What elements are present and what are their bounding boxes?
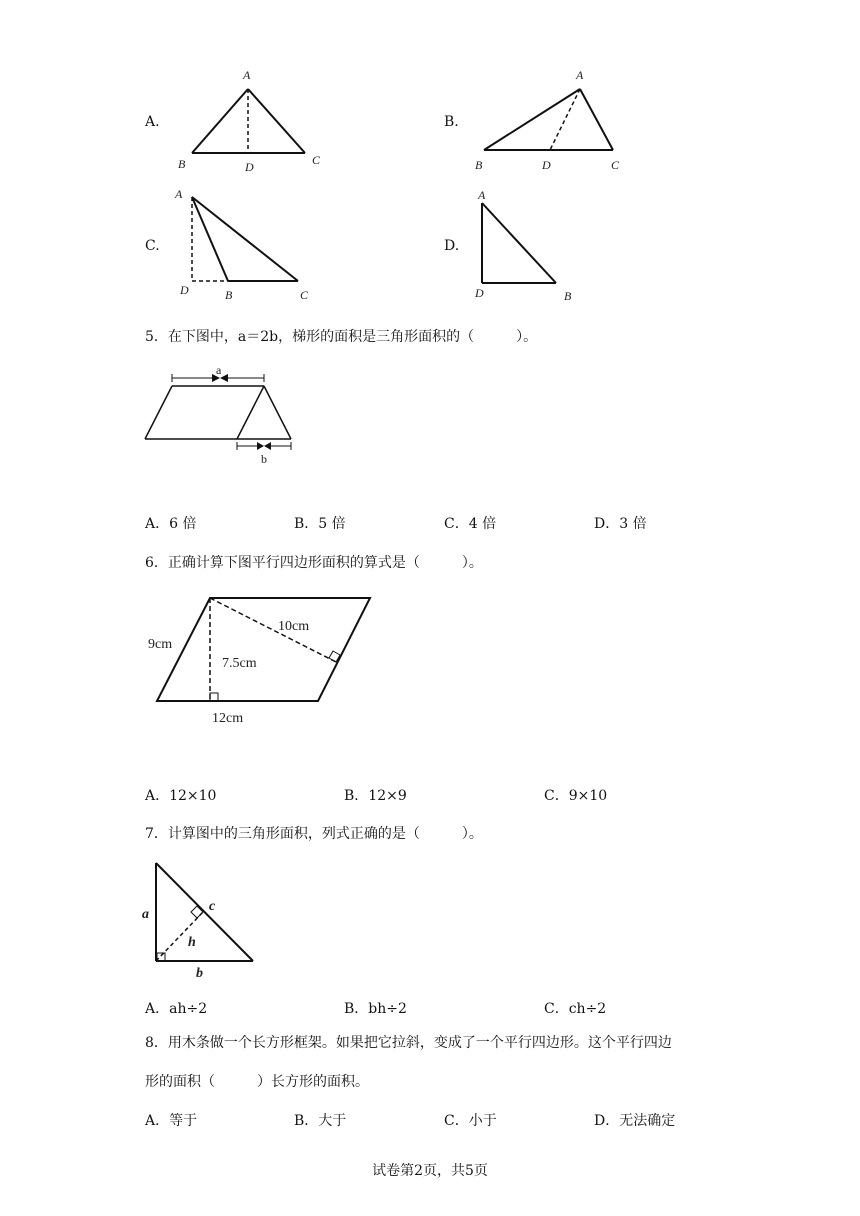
q7-option-b: B．bh÷2 xyxy=(344,1001,407,1017)
q6-question-text: 6．正确计算下图平行四边形面积的算式是（ ）。 xyxy=(145,555,483,571)
q4-option-b-figure xyxy=(470,65,640,180)
side-label-c: c xyxy=(209,899,216,914)
q4-option-a-letter: A. xyxy=(145,114,160,130)
page-footer: 试卷第2页，共5页 xyxy=(372,1163,488,1179)
dimension-label-a: a xyxy=(216,363,222,377)
q6-option-c: C．9×10 xyxy=(544,788,608,804)
q5-option-d: D．3 倍 xyxy=(594,516,647,532)
q8-option-a: A．等于 xyxy=(145,1113,198,1129)
vertex-label: A xyxy=(175,187,183,201)
vertex-label: A xyxy=(243,68,251,82)
q8-option-b: B．大于 xyxy=(294,1113,347,1129)
vertex-label: B xyxy=(564,289,572,303)
vertex-label: D xyxy=(475,286,484,300)
side-label-a: a xyxy=(142,907,149,922)
side-label-b: b xyxy=(196,966,203,981)
vertex-label: C xyxy=(312,153,321,167)
q6-option-a: A．12×10 xyxy=(145,788,217,804)
q4-option-d-figure xyxy=(470,185,590,310)
vertex-label: D xyxy=(245,160,254,174)
diagonal-height-label: 10cm xyxy=(278,619,310,634)
q4-option-c-figure xyxy=(170,185,340,310)
q5-trapezoid-figure xyxy=(140,362,310,472)
vertex-label: C xyxy=(611,158,620,172)
q8-option-d: D．无法确定 xyxy=(594,1113,676,1129)
q8-question-text-line2: 形的面积（ ）长方形的面积。 xyxy=(145,1074,369,1090)
vertex-label: B xyxy=(475,158,483,172)
vertex-label: B xyxy=(178,157,186,171)
q4-option-d-letter: D. xyxy=(444,238,460,254)
q8-option-c: C．小于 xyxy=(444,1113,497,1129)
q5-question-text: 5．在下图中，a＝2b，梯形的面积是三角形面积的（ ）。 xyxy=(145,329,538,345)
vertex-label: C xyxy=(300,288,309,302)
height-label: 7.5cm xyxy=(222,656,257,671)
height-label-h: h xyxy=(188,935,196,950)
vertex-label: A xyxy=(576,68,584,82)
q7-option-a: A．ah÷2 xyxy=(145,1001,208,1017)
vertex-label: D xyxy=(180,283,189,297)
q8-question-text-line1: 8．用木条做一个长方形框架。如果把它拉斜，变成了一个平行四边形。这个平行四边 xyxy=(145,1035,672,1051)
q4-option-b-letter: B. xyxy=(444,114,459,130)
q7-option-c: C．ch÷2 xyxy=(544,1001,607,1017)
q7-right-triangle-figure xyxy=(140,855,270,985)
vertex-label: D xyxy=(542,158,551,172)
q6-parallelogram-figure xyxy=(140,590,380,730)
side-label: 9cm xyxy=(148,637,173,652)
q7-question-text: 7．计算图中的三角形面积，列式正确的是（ ）。 xyxy=(145,826,483,842)
q5-option-c: C．4 倍 xyxy=(444,516,497,532)
dimension-label-b: b xyxy=(261,452,267,466)
q6-option-b: B．12×9 xyxy=(344,788,407,804)
vertex-label: A xyxy=(478,188,486,202)
q5-option-b: B．5 倍 xyxy=(294,516,346,532)
q4-option-a-figure xyxy=(170,65,340,180)
vertex-label: B xyxy=(225,288,233,302)
q5-option-a: A．6 倍 xyxy=(145,516,197,532)
base-label: 12cm xyxy=(212,711,244,726)
q4-option-c-letter: C. xyxy=(145,238,160,254)
